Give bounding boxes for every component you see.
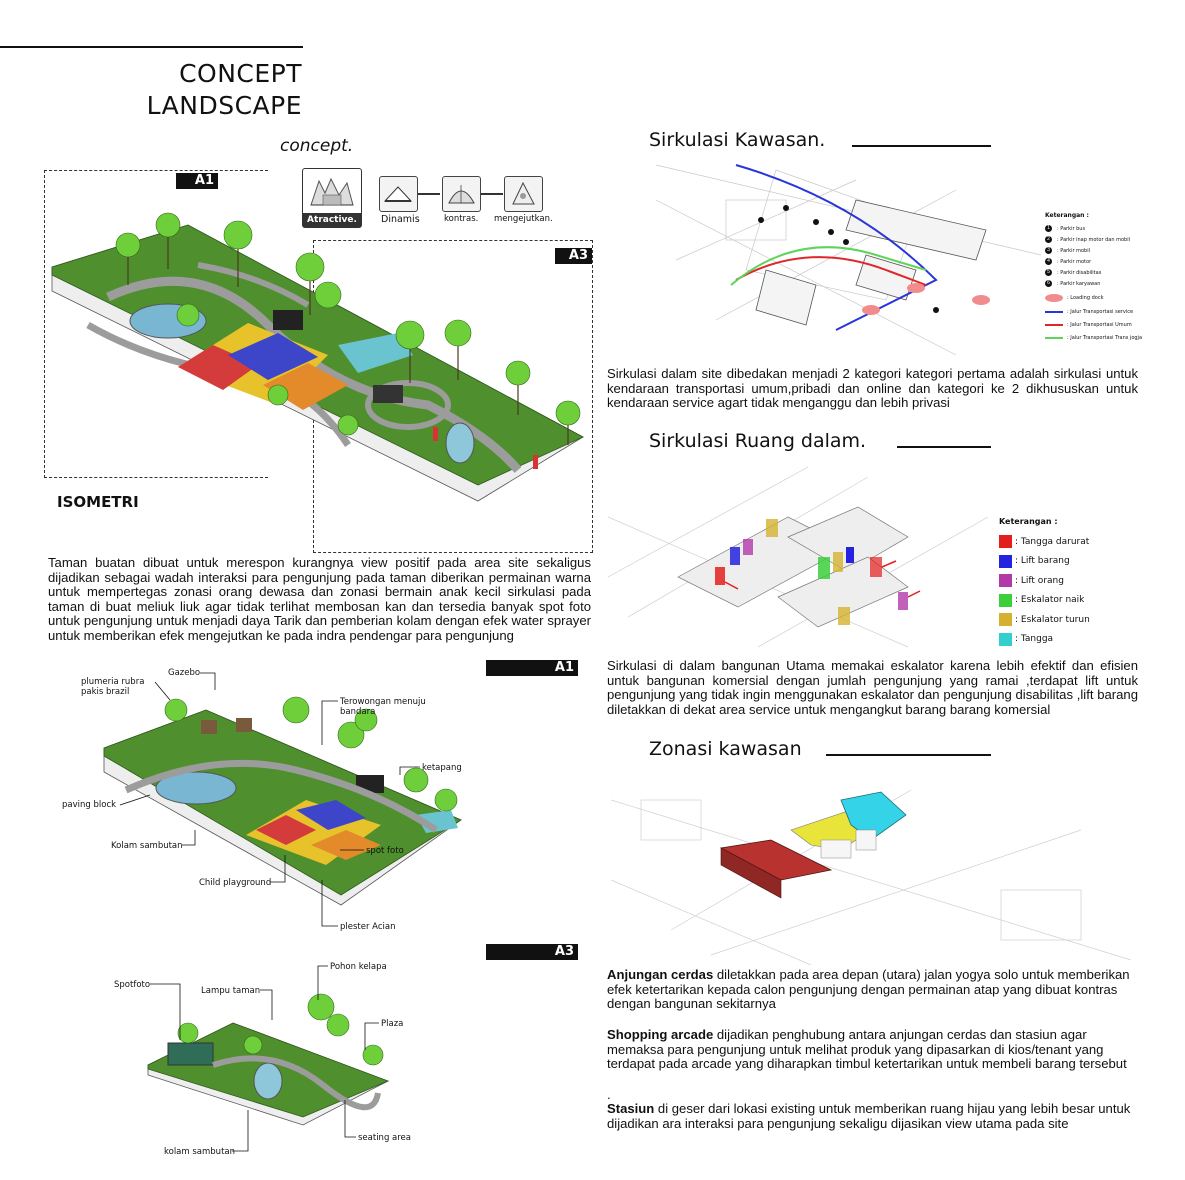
kawasan-legend	[1045, 212, 1165, 344]
kawasan-legend-item: 5 : Parkir disabilitas	[1045, 267, 1165, 278]
label-plester: plester Acian	[340, 922, 396, 932]
label-seating: seating area	[358, 1133, 412, 1143]
concept-connector	[418, 193, 440, 195]
zoning-site-drawing	[611, 770, 1131, 965]
mengejutkan-label: mengejutkan.	[494, 214, 553, 224]
heading-rule	[826, 754, 991, 756]
sirkulasi-kawasan-heading: Sirkulasi Kawasan.	[649, 129, 826, 151]
kawasan-legend-title: Keterangan :	[1045, 212, 1089, 219]
label-terowongan-2: bandara	[340, 707, 376, 717]
a3-tag: A3	[555, 248, 592, 264]
kawasan-legend-item: 6 : Parkir karyawan	[1045, 278, 1165, 289]
kontras-label: kontras.	[444, 214, 479, 224]
ruang-legend-item: : Eskalator turun	[999, 610, 1119, 630]
ruang-legend-item: : Tangga	[999, 630, 1119, 650]
interior-circulation-drawing	[608, 457, 988, 652]
kawasan-legend-item: 1 : Parkir bus	[1045, 223, 1165, 234]
zonasi-p2	[607, 1028, 1138, 1072]
landscape-paragraph: Taman buatan dibuat untuk merespon kurangnya view positif pada area site sekaligus dijadikan sebagai wadah interaksi para pengunjung pada taman diberikan permainan warna untuk mempertegas zonasi orang dewasa dan zonasi bermain anak kecil sirkulasi pada taman di buat meliuk liuk agar tidak terlihat membosan kan dan tersedia banyak spot foto untuk pengunjung untuk menjadi daya Tarik dan pemberian kolam dengan efek water sprayer untuk memberikan efek mengejutkan ke pada indra pendengar para pengunjung	[48, 555, 591, 643]
zonasi-p2-bold: Shopping arcade	[607, 1027, 714, 1042]
a1-detail-tag: A1	[486, 660, 578, 676]
a3-detail-tag: A3	[486, 944, 578, 960]
a1-tag: A1	[176, 173, 218, 189]
ruang-legend-item: : Tangga darurat	[999, 532, 1119, 552]
label-paving: paving block	[62, 800, 117, 810]
label-pohon: Pohon kelapa	[330, 962, 387, 972]
ruang-legend-title: Keterangan :	[999, 517, 1058, 526]
heading-rule	[852, 145, 991, 147]
kawasan-legend-item: 2 : Parkir inap motor dan mobil	[1045, 234, 1165, 245]
label-kolam: Kolam sambutan	[111, 841, 183, 851]
label-playground: Child playground	[199, 878, 272, 888]
attractive-label: Atractive.	[303, 213, 361, 227]
label-gazebo: Gazebo	[168, 668, 201, 678]
zonasi-p3-text: di geser dari lokasi existing untuk memberikan ruang hijau yang lebih besar untuk dijadikan ara interaksi para pengunjung sekaligu dijasikan view utama pada site	[607, 1101, 1131, 1131]
ruang-legend-item: : Eskalator naik	[999, 591, 1119, 611]
title-line-1: CONCEPT	[179, 59, 302, 88]
zonasi-p2-dot: .	[607, 1087, 611, 1102]
title-rule	[0, 46, 303, 48]
ruang-legend-item: : Lift barang	[999, 552, 1119, 572]
a3-detail-drawing	[143, 985, 393, 1130]
kawasan-legend-item: 3 : Parkir mobil	[1045, 245, 1165, 256]
concept-connector	[481, 193, 503, 195]
a1-detail-drawing	[96, 690, 471, 935]
dinamis-label: Dinamis	[381, 214, 420, 225]
kawasan-legend-item: : Jalur Transportasi service	[1045, 305, 1165, 318]
label-a3-spotfoto: Spotfoto	[114, 980, 151, 990]
label-lampu: Lampu taman	[201, 986, 261, 996]
zonasi-p2-text: dijadikan penghubung antara anjungan cerdas dan stasiun agar memaksa para pengunjung untuk melihat produk yang dipasarkan di kios/tenant yang terdapat pada arcade yang diharapkan timbul ketertarikan untuk membeli barang tersebut	[607, 1027, 1127, 1072]
kawasan-legend-item: : Jalur Transportasi Trans jogja	[1045, 331, 1165, 344]
ruang-legend-item: : Lift orang	[999, 571, 1119, 591]
label-pakis: pakis brazil	[81, 687, 130, 697]
zonasi-p1-text: diletakkan pada area depan (utara) jalan yogya solo untuk memberikan efek ketertarikan kepada calon pengunjung dengan permainan atap yang dibuat kontras dengan bangunan sekitarnya	[607, 967, 1130, 1012]
concept-word: concept.	[280, 136, 354, 156]
zonasi-heading: Zonasi kawasan	[649, 738, 802, 760]
kawasan-legend-item: : Jalur Transportasi Umum	[1045, 318, 1165, 331]
zonasi-p1	[607, 968, 1138, 1012]
site-circulation-plan	[656, 160, 1041, 360]
label-plaza: Plaza	[381, 1019, 404, 1029]
ruang-legend	[999, 517, 1119, 649]
kawasan-paragraph: Sirkulasi dalam site dibedakan menjadi 2 kategori kategori pertama adalah sirkulasi untuk kendaraan transportasi umum,pribadi dan online dan kategori ke 2 dikhususkan untuk kendaraan service agart tidak menganggu dan lebih privasi	[607, 366, 1138, 411]
kawasan-legend-item: 4 : Parkir motor	[1045, 256, 1165, 267]
label-plumeria: plumeria rubra	[81, 677, 145, 687]
label-ketapang: ketapang	[422, 763, 462, 773]
label-spotfoto: spot foto	[366, 846, 404, 856]
sirkulasi-ruang-heading: Sirkulasi Ruang dalam.	[649, 430, 867, 452]
zonasi-p3-bold: Stasiun	[607, 1101, 655, 1116]
zonasi-p3	[607, 1102, 1138, 1131]
heading-rule	[897, 446, 991, 448]
label-a3-kolam: kolam sambutan	[164, 1147, 236, 1157]
kawasan-legend-item: : Loading dock	[1045, 291, 1165, 305]
ruang-paragraph: Sirkulasi di dalam bangunan Utama memakai eskalator karena lebih efektif dan efisien untuk bangunan komersial dengan jumlah pengunjung yang ramai ,terdapat lift untuk pengunjung yang tidak ingin menggunakan eskalator dan pengunjung disabilitas ,lift barang diletakkan di dekat area service untuk mengangkut barang barang komersial	[607, 658, 1138, 717]
title-line-2: LANDSCAPE	[146, 91, 302, 120]
isometric-park-drawing	[48, 205, 593, 505]
label-terowongan-1: Terowongan menuju	[340, 697, 426, 707]
isometri-label: ISOMETRI	[57, 493, 139, 511]
zonasi-p1-bold: Anjungan cerdas	[607, 967, 714, 982]
